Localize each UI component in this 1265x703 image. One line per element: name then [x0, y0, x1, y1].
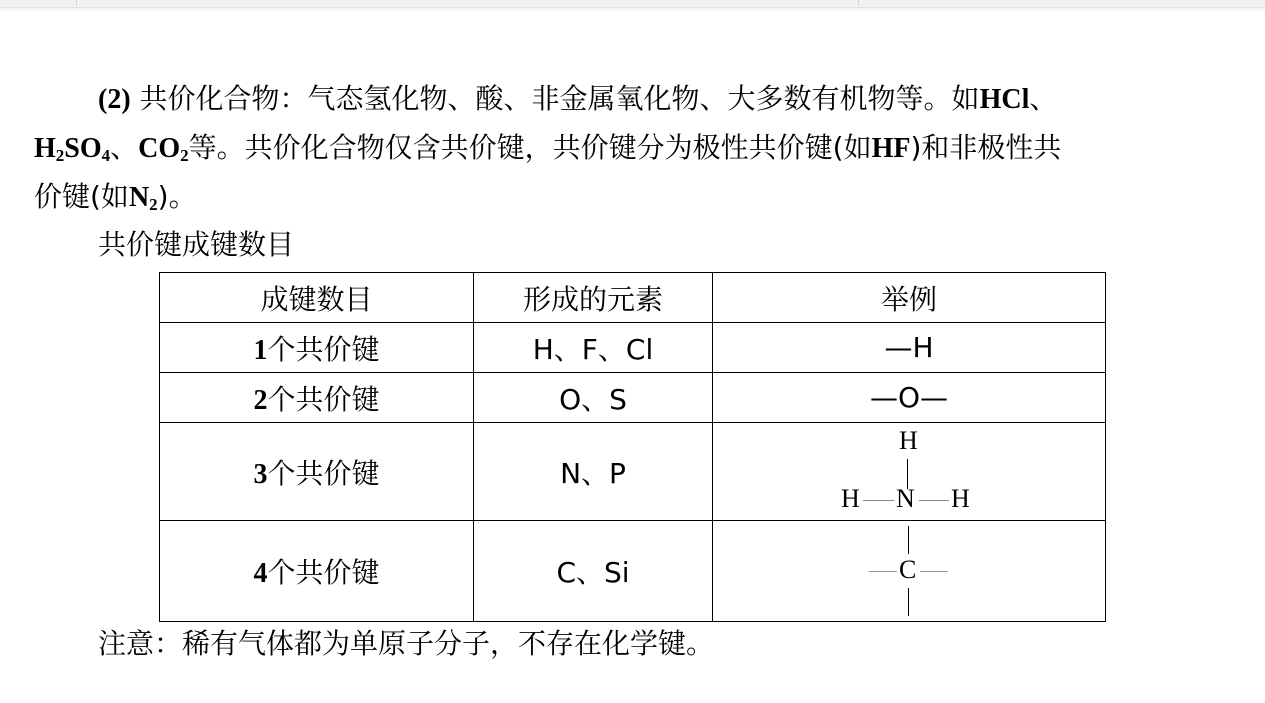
count-number: 1 [253, 334, 268, 366]
table-row [160, 423, 1106, 521]
count-number: 3 [253, 458, 268, 490]
header-example: 举例 [713, 273, 1106, 323]
subscript: 2 [55, 146, 65, 165]
table-caption: 共价键成键数目 [98, 228, 295, 261]
example-cell: —H [713, 323, 1106, 373]
note-text: 注意：稀有气体都为单原子分子，不存在化学键。 [98, 627, 715, 660]
nh3-structure [839, 426, 979, 518]
carbon-structure [869, 524, 949, 618]
table-row [160, 521, 1106, 622]
atom-h-left: H [841, 483, 860, 513]
subscript: 2 [149, 195, 158, 214]
item-number: (2) [98, 84, 131, 115]
punctuation: 、 [1029, 82, 1058, 115]
formula-n2 [129, 182, 158, 213]
text: )。 [157, 180, 197, 213]
text: )和非极性共 [910, 131, 1062, 164]
bond-count-cell [160, 373, 474, 423]
f: N [128, 182, 150, 213]
bond-count-cell [160, 423, 474, 521]
bond-count-table [159, 272, 1106, 622]
formula-h2so4 [34, 133, 110, 164]
bond-line-left [863, 500, 894, 501]
text: 价键(如 [34, 180, 129, 213]
text: 等。共价化合物仅含共价键，共价键分为极性共价键(如 [188, 131, 872, 164]
text: 共价化合物：气态氢化物、酸、非金属氧化物、大多数有机物等。如 [130, 82, 980, 115]
formula-hf: HF [871, 133, 911, 164]
toolbar-divider [858, 0, 859, 6]
bond-line-down [908, 588, 909, 616]
table-row [160, 323, 1106, 373]
bond-line-right [919, 500, 949, 501]
header-elements: 形成的元素 [474, 273, 713, 323]
count-text: 个共价键 [267, 556, 380, 589]
example-cell: —O— [713, 373, 1106, 423]
subscript: 4 [101, 146, 111, 165]
count-text: 个共价键 [267, 382, 380, 416]
count-number: 4 [253, 558, 268, 589]
bond-line-left [869, 571, 897, 572]
punctuation: 、 [110, 131, 139, 164]
elements-cell: N、P [474, 423, 713, 521]
example-cell [713, 423, 1106, 521]
elements-cell: H、F、Cl [474, 323, 713, 373]
atom-h-top: H [899, 425, 918, 455]
table-row [160, 373, 1106, 423]
formula-co2 [138, 133, 189, 164]
example-cell [713, 521, 1106, 622]
bond-count-cell [160, 323, 474, 373]
paragraph-line-2 [34, 123, 1061, 174]
bond-line-up [908, 526, 909, 554]
subscript: 2 [180, 146, 189, 165]
atom-c: C [899, 555, 917, 584]
count-text: 个共价键 [267, 332, 380, 366]
count-text: 个共价键 [267, 456, 380, 490]
f: CO [138, 133, 181, 164]
count-number: 2 [253, 384, 268, 416]
elements-cell: O、S [474, 373, 713, 423]
table-header-row [160, 273, 1106, 323]
f: H [34, 133, 56, 164]
paragraph-line-1 [98, 74, 1057, 125]
atom-n: N [896, 483, 915, 513]
bond-line-right [920, 571, 948, 572]
f: SO [64, 133, 102, 164]
atom-h-right: H [951, 483, 970, 513]
toolbar-divider [76, 0, 77, 6]
elements-cell: C、Si [474, 521, 713, 622]
viewer-toolbar [0, 0, 1265, 8]
header-bond-count: 成键数目 [160, 273, 474, 323]
bond-count-cell [160, 521, 474, 622]
formula-hcl: HCl [979, 84, 1030, 115]
paragraph-line-3 [34, 172, 197, 223]
